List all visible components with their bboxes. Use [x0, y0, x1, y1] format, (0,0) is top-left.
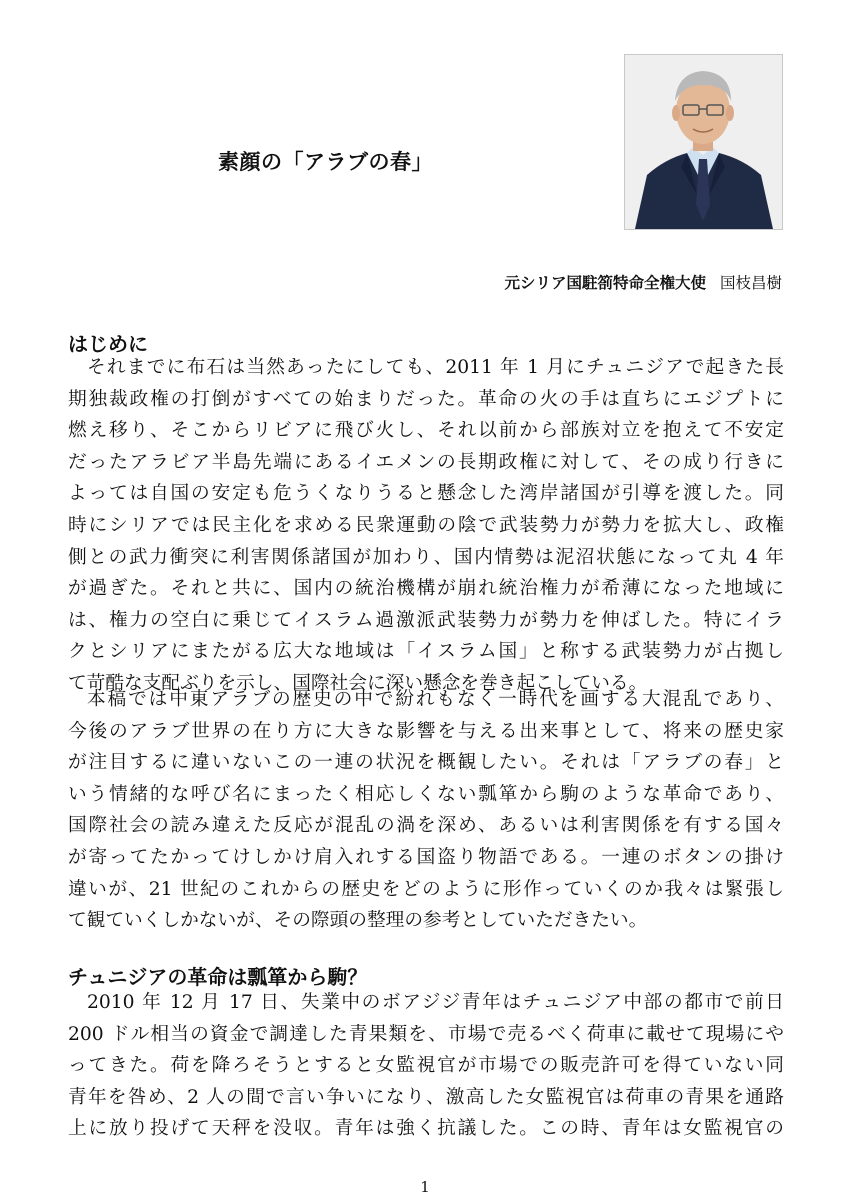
text-line: それまでに布石は当然あったにしても、2011 年 1 月にチュニジアで起きた長	[87, 357, 784, 378]
section-heading-tunisia: チュニジアの革命は瓢箪から駒？	[68, 965, 368, 989]
text-line: が過ぎた。それと共に、国内の統治機構が崩れ統治権力が希薄になった地域に	[68, 578, 784, 600]
text-line: て観ていくしかないが、その際頭の整理の参考としていただきたい。	[68, 910, 648, 932]
text-line: だったアラビア半島先端にあるイエメンの長期政権に対して、その成り行きに	[68, 451, 784, 473]
text-line: 国際社会の読み違えた反応が混乱の渦を深め、あるいは利害関係を有する国々	[68, 815, 784, 837]
text-line: 側との武力衝突に利害関係諸国が加わり、国内情勢は泥沼状態になって丸 4 年	[68, 546, 784, 568]
text-line: 期独裁政権の打倒がすべての始まりだった。革命の火の手は直ちにエジプトに	[68, 388, 784, 410]
text-line: 上に放り投げて天秤を没収。青年は強く抗議した。この時、青年は女監視官の	[68, 1118, 784, 1140]
text-line: 青年を咎め、2 人の間で言い争いになり、激高した女監視官は荷車の青果を通路	[68, 1086, 784, 1108]
author-byline	[504, 271, 782, 293]
section-heading-introduction: はじめに	[68, 332, 148, 356]
text-line: いう情緒的な呼び名にまったく相応しくない瓢箪から駒のような革命であり、	[68, 783, 784, 805]
author-affiliation: 元シリア国駐箚特命全権大使	[504, 274, 706, 292]
text-line: ってきた。荷を降ろそうとすると女監視官が市場での販売許可を得ていない同	[68, 1055, 784, 1077]
page-number: 1	[420, 1178, 430, 1196]
text-line: 200 ドル相当の資金で調達した青果類を、市場で売るべく荷車に載せて現場にや	[68, 1023, 784, 1045]
text-line: 今後のアラブ世界の在り方に大きな影響を与える出来事として、将来の歴史家	[68, 720, 784, 742]
paragraph-intro-2	[68, 684, 784, 937]
paragraph-tunisia-1	[68, 987, 784, 1145]
text-line: 違いが、21 世紀のこれからの歴史をどのように形作っていくのか我々は緊張し	[68, 878, 784, 900]
author-portrait-photo	[624, 54, 783, 230]
article-title: 素顔の「アラブの春」	[218, 150, 433, 174]
text-line: は、権力の空白に乗じてイスラム過激派武装勢力が勢力を伸ばした。特にイラ	[68, 609, 784, 631]
text-line: が寄ってたかってけしかけ肩入れする国盗り物語である。一連のボタンの掛け	[68, 846, 784, 868]
text-line: クとシリアにまたがる広大な地域は「イスラム国」と称する武装勢力が占拠し	[68, 641, 784, 663]
text-line: 本稿では中東アラブの歴史の中で紛れもなく一時代を画する大混乱であり、	[87, 689, 784, 710]
text-line: 時にシリアでは民主化を求める民衆運動の陰で武装勢力が勢力を拡大し、政権	[68, 514, 784, 536]
text-line: 2010 年 12 月 17 日、失業中のボアジジ青年はチュニジア中部の都市で前日	[87, 992, 784, 1013]
author-portrait-icon	[625, 55, 782, 229]
text-line: よっては自国の安定も危うくなりうると懸念した湾岸諸国が引導を渡した。同	[68, 483, 784, 505]
text-line: 燃え移り、そこからリビアに飛び火し、それ以前から部族対立を抱えて不安定	[68, 420, 784, 442]
text-line: が注目するに違いないこの一連の状況を概観したい。それは「アラブの春」と	[68, 752, 784, 774]
author-name: 国枝昌樹	[719, 274, 782, 292]
paragraph-intro-1	[68, 352, 784, 700]
text-line: て苛酷な支配ぶりを示し、国際社会に深い懸念を巻き起こしている。	[68, 672, 648, 694]
